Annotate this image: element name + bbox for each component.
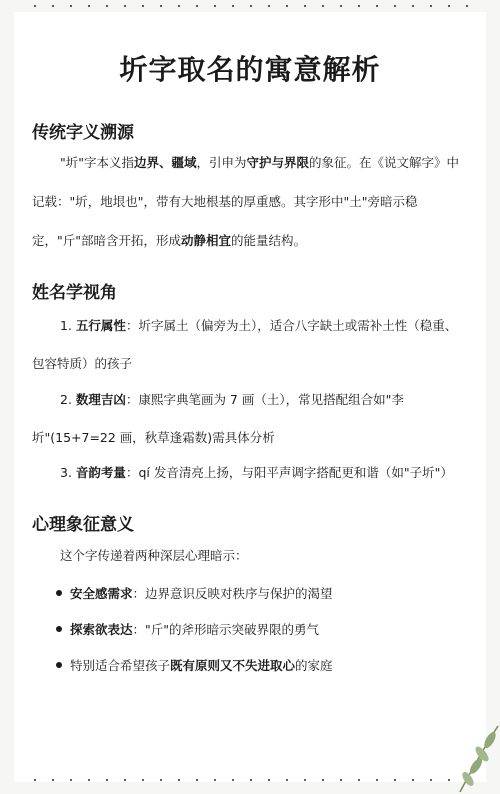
bullet-item <box>56 620 319 638</box>
list-item-continuation: 圻"(15+7=22 画，秋草逢霜数)需具体分析 <box>32 430 275 445</box>
bold-text: 数理吉凶 <box>75 392 126 407</box>
bold-text: 音韵考量 <box>75 465 126 480</box>
text: 的能量结构。 <box>231 233 307 248</box>
bullet-item <box>56 584 333 602</box>
text: 特别适合希望孩子 <box>70 658 171 673</box>
text: "圻"字本义指 <box>60 155 134 170</box>
section-heading-origin: 传统字义溯源 <box>32 123 134 143</box>
page-title: 圻字取名的寓意解析 <box>119 53 381 86</box>
bold-text: 守护与界限 <box>246 155 310 170</box>
text: 定，"斤"部暗含开拓，形成 <box>32 233 181 248</box>
bold-text: 探索欲表达 <box>70 622 133 637</box>
section-heading-psychology: 心理象征意义 <box>32 515 134 535</box>
bottom-dotted-border <box>26 778 474 782</box>
list-number: 1. <box>60 318 72 333</box>
bullet-icon <box>56 626 62 632</box>
bullet-icon <box>56 590 62 596</box>
paragraph-line: 这个字传递着两种深层心理暗示： <box>60 548 248 563</box>
text: 的家庭 <box>295 658 333 673</box>
text: ：边界意识反映对秩序与保护的渴望 <box>132 586 333 601</box>
leaf-decoration-icon <box>420 724 500 794</box>
bold-text: 动静相宜 <box>181 233 232 248</box>
bullet-icon <box>56 662 62 668</box>
list-item <box>60 318 500 334</box>
bold-text: 五行属性 <box>75 318 126 333</box>
text: ，引申为 <box>196 155 247 170</box>
bold-text: 既有原则又不失进取心 <box>170 658 296 673</box>
text: ：qí 发音清亮上扬，与阳平声调字搭配更和谐（如"子圻"） <box>125 465 453 480</box>
list-number: 3. <box>60 465 72 480</box>
list-item <box>60 465 500 481</box>
list-item <box>60 392 500 408</box>
list-number: 2. <box>60 392 72 407</box>
section-heading-naming: 姓名学视角 <box>32 283 117 303</box>
paragraph-line <box>60 155 500 171</box>
bullet-item <box>56 656 333 674</box>
text: ：康熙字典笔画为 7 画（土），常见搭配组合如"李 <box>125 392 404 407</box>
text: 的象征。在《说文解字》中 <box>309 155 460 170</box>
text: ："斤"的斧形暗示突破界限的勇气 <box>132 622 320 637</box>
list-item-continuation: 包容特质）的孩子 <box>32 356 133 371</box>
bold-text: 安全感需求 <box>70 586 133 601</box>
top-dotted-border <box>26 4 474 8</box>
bold-text: 边界、疆域 <box>134 155 197 170</box>
text: ：圻字属土（偏旁为土），适合八字缺土或需补土性（稳重、 <box>125 318 458 333</box>
paragraph-line: 记载："圻，地垠也"，带有大地根基的厚重感。其字形中"土"旁暗示稳 <box>32 194 418 209</box>
paragraph-line <box>32 233 472 249</box>
